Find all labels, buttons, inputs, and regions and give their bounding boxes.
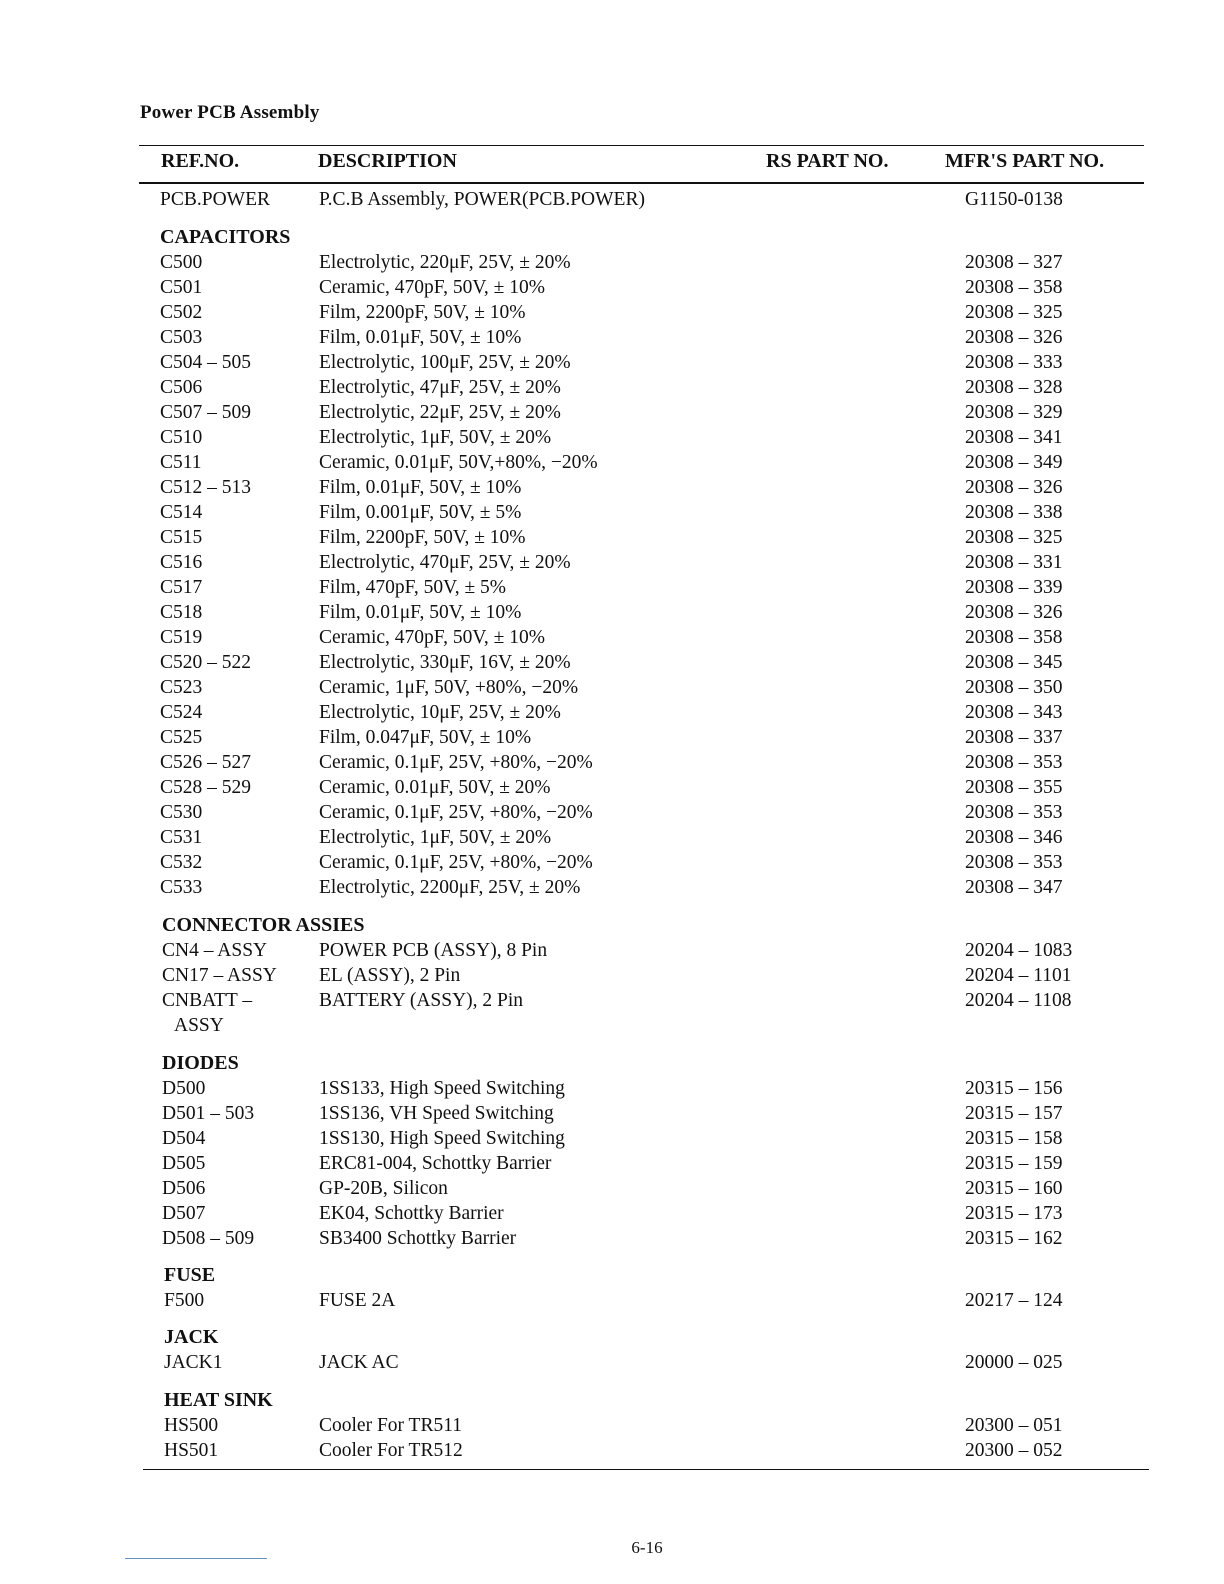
table-row — [0, 1176, 1224, 1201]
table-row — [0, 725, 1224, 750]
table-row — [0, 938, 1224, 963]
description-cell: Electrolytic, 1μF, 50V, ± 20% — [319, 827, 552, 848]
description-cell: EK04, Schottky Barrier — [319, 1203, 504, 1224]
mfr-part-cell: 20308 – 350 — [965, 677, 1063, 698]
footer-line — [125, 1558, 267, 1559]
table-row — [0, 1350, 1224, 1375]
ref-cell: C502 — [160, 302, 203, 323]
table-row — [0, 1151, 1224, 1176]
section-heading-heatsink: HEAT SINK — [164, 1389, 273, 1411]
description-cell: Ceramic, 0.01μF, 50V,+80%, −20% — [319, 452, 598, 473]
description-cell: Film, 470pF, 50V, ± 5% — [319, 577, 507, 598]
description-cell: Electrolytic, 100μF, 25V, ± 20% — [319, 352, 571, 373]
table-bottom-rule — [143, 1469, 1149, 1470]
description-cell: Electrolytic, 10μF, 25V, ± 20% — [319, 702, 561, 723]
mfr-part-cell: 20315 – 173 — [965, 1203, 1063, 1224]
description-cell: Film, 2200pF, 50V, ± 10% — [319, 527, 526, 548]
ref-cell: C506 — [160, 377, 203, 398]
ref-cell: D508 – 509 — [162, 1228, 255, 1249]
table-row — [0, 325, 1224, 350]
table-row — [0, 625, 1224, 650]
mfr-part-cell: 20315 – 162 — [965, 1228, 1063, 1249]
description-cell: 1SS130, High Speed Switching — [319, 1128, 565, 1149]
mfr-part-cell: 20308 – 341 — [965, 427, 1063, 448]
ref-cell: HS501 — [164, 1440, 219, 1461]
table-row — [0, 1413, 1224, 1438]
mfr-part-cell: 20308 – 339 — [965, 577, 1063, 598]
header-description: DESCRIPTION — [318, 150, 457, 172]
table-row — [0, 825, 1224, 850]
table-row — [0, 575, 1224, 600]
description-cell: Ceramic, 470pF, 50V, ± 10% — [319, 277, 545, 298]
ref-cell: C524 — [160, 702, 203, 723]
ref-cell: C528 – 529 — [160, 777, 252, 798]
ref-cell: C511 — [160, 452, 202, 473]
mfr-part-cell: G1150-0138 — [965, 189, 1063, 210]
mfr-part-cell: 20308 – 343 — [965, 702, 1063, 723]
description-cell: 1SS136, VH Speed Switching — [319, 1103, 554, 1124]
header-rs-part-no: RS PART NO. — [766, 150, 889, 172]
description-cell: Electrolytic, 470μF, 25V, ± 20% — [319, 552, 571, 573]
table-row — [0, 850, 1224, 875]
ref-cell: PCB.POWER — [160, 189, 270, 210]
ref-cell: C517 — [160, 577, 203, 598]
table-row — [0, 650, 1224, 675]
table-row — [0, 1438, 1224, 1463]
ref-cell: D501 – 503 — [162, 1103, 255, 1124]
mfr-part-cell: 20204 – 1108 — [965, 990, 1072, 1011]
mfr-part-cell: 20308 – 346 — [965, 827, 1063, 848]
ref-cell-continuation: ASSY — [174, 1015, 224, 1036]
ref-cell: D506 — [162, 1178, 206, 1199]
ref-cell: D500 — [162, 1078, 206, 1099]
mfr-part-cell: 20308 – 326 — [965, 602, 1063, 623]
description-cell: Electrolytic, 1μF, 50V, ± 20% — [319, 427, 552, 448]
mfr-part-cell: 20308 – 329 — [965, 402, 1063, 423]
mfr-part-cell: 20308 – 337 — [965, 727, 1063, 748]
table-row — [0, 375, 1224, 400]
description-cell: Film, 0.047μF, 50V, ± 10% — [319, 727, 532, 748]
ref-cell: C525 — [160, 727, 203, 748]
mfr-part-cell: 20308 – 325 — [965, 527, 1063, 548]
description-cell: ERC81-004, Schottky Barrier — [319, 1153, 552, 1174]
table-row — [0, 425, 1224, 450]
ref-cell: C532 — [160, 852, 203, 873]
mfr-part-cell: 20315 – 159 — [965, 1153, 1063, 1174]
ref-cell: C507 – 509 — [160, 402, 252, 423]
section-heading-capacitors: CAPACITORS — [160, 226, 291, 248]
section-heading-connectors: CONNECTOR ASSIES — [162, 914, 365, 936]
mfr-part-cell: 20308 – 347 — [965, 877, 1063, 898]
description-cell: Electrolytic, 2200μF, 25V, ± 20% — [319, 877, 581, 898]
table-row — [0, 1126, 1224, 1151]
ref-cell: D504 — [162, 1128, 206, 1149]
table-row — [0, 500, 1224, 525]
table-row — [0, 600, 1224, 625]
mfr-part-cell: 20308 – 325 — [965, 302, 1063, 323]
table-row — [0, 275, 1224, 300]
mfr-part-cell: 20315 – 158 — [965, 1128, 1063, 1149]
table-row — [0, 675, 1224, 700]
page-number: 6-16 — [631, 1538, 663, 1557]
table-row — [0, 700, 1224, 725]
description-cell: Electrolytic, 330μF, 16V, ± 20% — [319, 652, 571, 673]
description-cell: Electrolytic, 47μF, 25V, ± 20% — [319, 377, 561, 398]
mfr-part-cell: 20308 – 326 — [965, 327, 1063, 348]
mfr-part-cell: 20300 – 051 — [965, 1415, 1063, 1436]
ref-cell: HS500 — [164, 1415, 219, 1436]
table-top-rule — [139, 145, 1144, 146]
table-row — [0, 988, 1224, 1013]
ref-cell: D505 — [162, 1153, 206, 1174]
description-cell: Ceramic, 0.1μF, 25V, +80%, −20% — [319, 852, 593, 873]
mfr-part-cell: 20308 – 349 — [965, 452, 1063, 473]
ref-cell: CNBATT – — [162, 990, 253, 1011]
description-cell: Ceramic, 1μF, 50V, +80%, −20% — [319, 677, 579, 698]
table-row — [0, 775, 1224, 800]
ref-cell: C518 — [160, 602, 203, 623]
ref-cell: C501 — [160, 277, 203, 298]
mfr-part-cell: 20300 – 052 — [965, 1440, 1063, 1461]
description-cell: Film, 0.001μF, 50V, ± 5% — [319, 502, 522, 523]
ref-cell: C514 — [160, 502, 203, 523]
table-row — [0, 1201, 1224, 1226]
ref-cell: C510 — [160, 427, 203, 448]
mfr-part-cell: 20308 – 328 — [965, 377, 1063, 398]
ref-cell: CN17 – ASSY — [162, 965, 277, 986]
mfr-part-cell: 20000 – 025 — [965, 1352, 1063, 1373]
ref-cell: C512 – 513 — [160, 477, 252, 498]
mfr-part-cell: 20217 – 124 — [965, 1290, 1063, 1311]
ref-cell: C519 — [160, 627, 203, 648]
mfr-part-cell: 20308 – 333 — [965, 352, 1063, 373]
ref-cell: C520 – 522 — [160, 652, 252, 673]
page-title: Power PCB Assembly — [140, 102, 320, 123]
mfr-part-cell: 20315 – 157 — [965, 1103, 1063, 1124]
table-row — [0, 400, 1224, 425]
table-row — [0, 350, 1224, 375]
ref-cell: C516 — [160, 552, 203, 573]
ref-cell: C500 — [160, 252, 203, 273]
header-mfr-part-no: MFR'S PART NO. — [945, 150, 1105, 172]
section-heading-diodes: DIODES — [162, 1052, 239, 1074]
ref-cell: D507 — [162, 1203, 206, 1224]
description-cell: Electrolytic, 220μF, 25V, ± 20% — [319, 252, 571, 273]
mfr-part-cell: 20308 – 358 — [965, 627, 1063, 648]
table-row — [0, 475, 1224, 500]
table-row — [0, 550, 1224, 575]
mfr-part-cell: 20308 – 331 — [965, 552, 1063, 573]
table-row — [0, 300, 1224, 325]
table-row — [0, 1076, 1224, 1101]
ref-cell: C531 — [160, 827, 203, 848]
mfr-part-cell: 20308 – 358 — [965, 277, 1063, 298]
description-cell: Ceramic, 470pF, 50V, ± 10% — [319, 627, 545, 648]
mfr-part-cell: 20204 – 1083 — [965, 940, 1073, 961]
table-row — [0, 250, 1224, 275]
description-cell: Film, 0.01μF, 50V, ± 10% — [319, 602, 522, 623]
table-row — [0, 525, 1224, 550]
mfr-part-cell: 20308 – 327 — [965, 252, 1063, 273]
ref-cell: F500 — [164, 1290, 205, 1311]
ref-cell: C504 – 505 — [160, 352, 252, 373]
section-heading-fuse: FUSE — [164, 1264, 216, 1286]
mfr-part-cell: 20308 – 353 — [965, 752, 1063, 773]
ref-cell: C526 – 527 — [160, 752, 252, 773]
mfr-part-cell: 20308 – 326 — [965, 477, 1063, 498]
table-row — [0, 1101, 1224, 1126]
ref-cell: C530 — [160, 802, 203, 823]
ref-cell: JACK1 — [164, 1352, 223, 1373]
description-cell: Ceramic, 0.1μF, 25V, +80%, −20% — [319, 802, 593, 823]
description-cell: Electrolytic, 22μF, 25V, ± 20% — [319, 402, 561, 423]
table-row — [0, 963, 1224, 988]
table-row — [0, 800, 1224, 825]
table-header-rule — [139, 182, 1144, 184]
description-cell: Ceramic, 0.01μF, 50V, ± 20% — [319, 777, 551, 798]
description-cell: Film, 0.01μF, 50V, ± 10% — [319, 327, 522, 348]
mfr-part-cell: 20315 – 160 — [965, 1178, 1063, 1199]
table-row — [0, 750, 1224, 775]
table-row — [0, 450, 1224, 475]
mfr-part-cell: 20204 – 1101 — [965, 965, 1072, 986]
description-cell: POWER PCB (ASSY), 8 Pin — [319, 940, 548, 961]
mfr-part-cell: 20308 – 353 — [965, 852, 1063, 873]
description-cell: Film, 0.01μF, 50V, ± 10% — [319, 477, 522, 498]
description-cell: Cooler For TR511 — [319, 1415, 463, 1436]
description-cell: BATTERY (ASSY), 2 Pin — [319, 990, 524, 1011]
table-row — [0, 875, 1224, 900]
table-row — [0, 1226, 1224, 1251]
description-cell: GP-20B, Silicon — [319, 1178, 448, 1199]
description-cell: Cooler For TR512 — [319, 1440, 463, 1461]
mfr-part-cell: 20308 – 353 — [965, 802, 1063, 823]
ref-cell: CN4 – ASSY — [162, 940, 268, 961]
description-cell: Ceramic, 0.1μF, 25V, +80%, −20% — [319, 752, 593, 773]
header-ref-no: REF.NO. — [161, 150, 240, 172]
mfr-part-cell: 20308 – 338 — [965, 502, 1063, 523]
table-row-continuation — [0, 1013, 1224, 1038]
description-cell: SB3400 Schottky Barrier — [319, 1228, 517, 1249]
table-row — [0, 187, 1224, 212]
description-cell: JACK AC — [319, 1352, 399, 1373]
ref-cell: C503 — [160, 327, 203, 348]
description-cell: FUSE 2A — [319, 1290, 396, 1311]
description-cell: 1SS133, High Speed Switching — [319, 1078, 565, 1099]
ref-cell: C515 — [160, 527, 203, 548]
ref-cell: C533 — [160, 877, 203, 898]
mfr-part-cell: 20315 – 156 — [965, 1078, 1063, 1099]
mfr-part-cell: 20308 – 345 — [965, 652, 1063, 673]
description-cell: EL (ASSY), 2 Pin — [319, 965, 461, 986]
table-row — [0, 1288, 1224, 1313]
description-cell: P.C.B Assembly, POWER(PCB.POWER) — [319, 189, 645, 210]
ref-cell: C523 — [160, 677, 203, 698]
mfr-part-cell: 20308 – 355 — [965, 777, 1063, 798]
section-heading-jack: JACK — [164, 1326, 219, 1348]
description-cell: Film, 2200pF, 50V, ± 10% — [319, 302, 526, 323]
